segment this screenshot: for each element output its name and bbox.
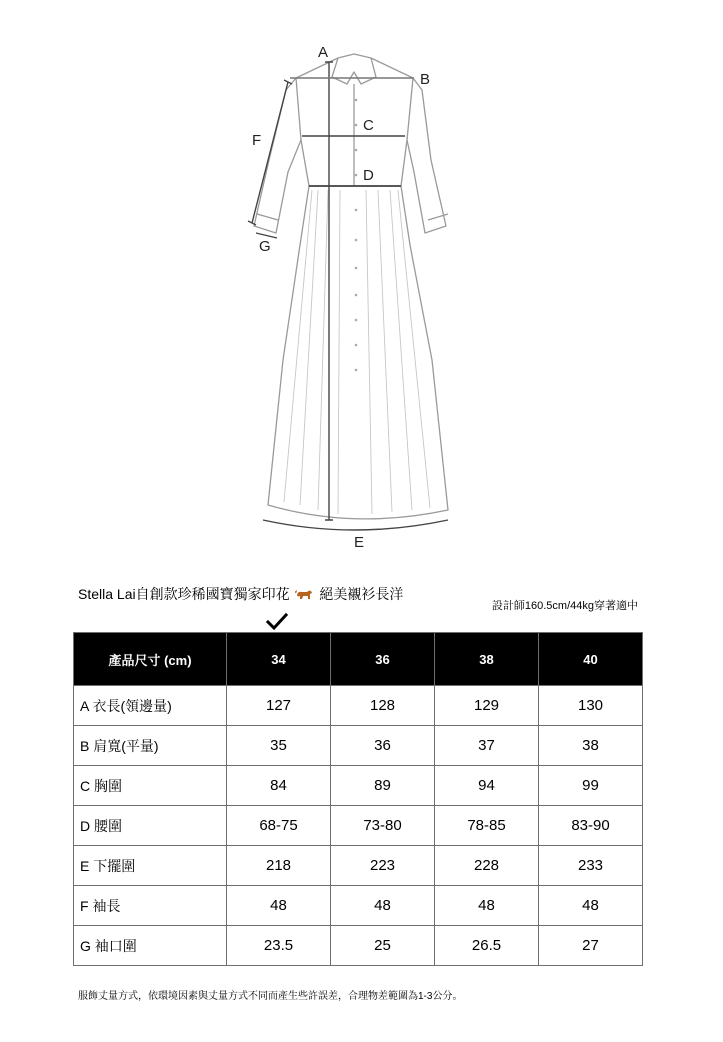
title-row — [78, 582, 638, 612]
table-cell: 228 — [435, 846, 539, 886]
table-cell: 48 — [331, 886, 435, 926]
left-sleeve-outline — [254, 78, 301, 233]
checkmark-icon — [265, 612, 289, 632]
dog-emoji-icon — [295, 587, 313, 601]
button-dots — [355, 99, 358, 372]
table-cell: 68-75 — [227, 806, 331, 846]
table-cell: 223 — [331, 846, 435, 886]
product-title-part1: Stella Lai自創款珍稀國寶獨家印花 — [78, 586, 290, 602]
table-cell: 218 — [227, 846, 331, 886]
table-cell: 84 — [227, 766, 331, 806]
table-row — [74, 846, 643, 886]
label-b: B — [420, 71, 431, 88]
row-label: D 腰圍 — [74, 806, 227, 846]
table-cell: 233 — [539, 846, 643, 886]
measurement-footnote: 服飾丈量方式，依環境因素與丈量方式不同而產生些許誤差，合理物差範圍為1-3公分。 — [78, 991, 463, 1002]
label-e: E — [354, 534, 365, 551]
measure-line-e — [263, 520, 448, 530]
table-cell: 83-90 — [539, 806, 643, 846]
product-title — [78, 584, 403, 604]
table-cell: 36 — [331, 726, 435, 766]
row-label: F 袖長 — [74, 886, 227, 926]
table-cell: 26.5 — [435, 926, 539, 966]
row-label: G 袖口圍 — [74, 926, 227, 966]
table-cell: 48 — [227, 886, 331, 926]
label-f: F — [252, 132, 262, 149]
row-label: A 衣長(領邊量) — [74, 686, 227, 726]
table-row — [74, 766, 643, 806]
product-title-part2: 絕美襯衫長洋 — [319, 586, 404, 602]
table-cell: 127 — [227, 686, 331, 726]
collar-outline — [332, 54, 376, 84]
table-row — [74, 726, 643, 766]
table-cell: 78-85 — [435, 806, 539, 846]
size-table-body — [74, 686, 643, 966]
row-label: E 下擺圍 — [74, 846, 227, 886]
table-cell: 73-80 — [331, 806, 435, 846]
label-c: C — [363, 117, 374, 134]
table-cell: 25 — [331, 926, 435, 966]
table-row — [74, 686, 643, 726]
row-label: B 肩寬(平量) — [74, 726, 227, 766]
table-cell: 130 — [539, 686, 643, 726]
table-cell: 89 — [331, 766, 435, 806]
header-size-36: 36 — [331, 633, 435, 686]
row-label: C 胸圍 — [74, 766, 227, 806]
skirt-outline — [268, 186, 448, 519]
table-cell: 23.5 — [227, 926, 331, 966]
header-size-38: 38 — [435, 633, 539, 686]
table-row — [74, 926, 643, 966]
designer-fit-note: 設計師160.5cm/44kg穿著適中 — [491, 600, 638, 612]
skirt-pleats — [284, 190, 430, 514]
header-size-34: 34 — [227, 633, 331, 686]
table-cell: 48 — [539, 886, 643, 926]
table-cell: 27 — [539, 926, 643, 966]
table-cell: 48 — [435, 886, 539, 926]
label-g: G — [259, 238, 271, 255]
table-cell: 35 — [227, 726, 331, 766]
right-sleeve-outline — [407, 78, 446, 233]
header-product-size: 產品尺寸 (cm) — [74, 633, 227, 686]
table-row — [74, 886, 643, 926]
header-row — [74, 633, 643, 686]
table-row — [74, 806, 643, 846]
left-cuff-line — [257, 214, 278, 220]
size-table-header — [74, 633, 643, 686]
label-a: A — [318, 44, 329, 61]
header-size-40: 40 — [539, 633, 643, 686]
table-cell: 94 — [435, 766, 539, 806]
label-d: D — [363, 167, 374, 184]
table-cell: 38 — [539, 726, 643, 766]
table-cell: 128 — [331, 686, 435, 726]
size-table — [73, 632, 643, 966]
table-cell: 37 — [435, 726, 539, 766]
table-cell: 99 — [539, 766, 643, 806]
table-cell: 129 — [435, 686, 539, 726]
